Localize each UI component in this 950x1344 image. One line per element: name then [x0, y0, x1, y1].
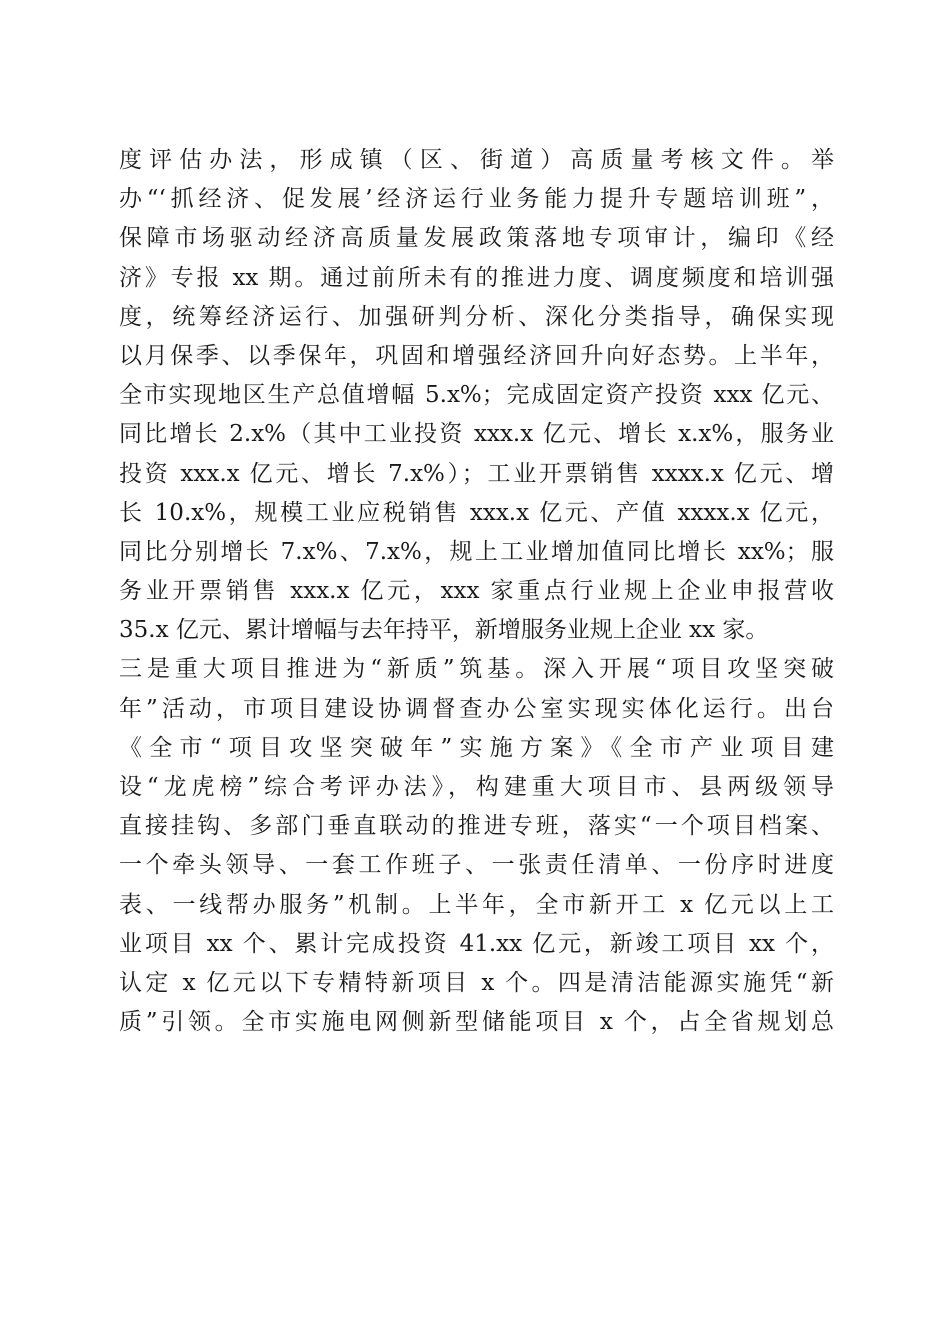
- text-line: 《全市“项目攻坚突破年”实施方案》《全市产业项目建: [119, 734, 834, 761]
- text-line: 度，统筹经济运行、加强研判分析、深化分类指导，确保实现: [119, 303, 834, 330]
- text-line: 务业开票销售 xxx.x 亿元，xxx 家重点行业规上企业申报营收: [119, 578, 834, 605]
- text-line: 认定 x 亿元以下专精特新项目 x 个。四是清洁能源实施凭“新: [119, 969, 834, 996]
- text-line: 表、一线帮办服务”机制。上半年，全市新开工 x 亿元以上工: [119, 891, 834, 918]
- text-line: 设“龙虎榜”综合考评办法》，构建重大项目市、县两级领导: [119, 774, 834, 800]
- body-text: [119, 141, 834, 1042]
- text-line: 三是重大项目推进为“新质”筑基。深入开展“项目攻坚突破: [119, 656, 834, 683]
- text-line: 35.x 亿元、累计增幅与去年持平，新增服务业规上企业 xx 家。: [119, 617, 769, 644]
- text-line: 长 10.x%，规模工业应税销售 xxx.x 亿元、产值 xxxx.x 亿元，: [119, 499, 834, 526]
- text-line: 济》专报 xx 期。通过前所未有的推进力度、调度频度和培训强: [119, 264, 834, 291]
- text-line: 以月保季、以季保年，巩固和增强经济回升向好态势。上半年，: [119, 342, 834, 369]
- text-line: 同比增长 2.x%（其中工业投资 xxx.x 亿元、增长 x.x%，服务业: [119, 421, 834, 448]
- text-line: 同比分别增长 7.x%、7.x%，规上工业增加值同比增长 xx%；服: [119, 538, 834, 565]
- text-line: 直接挂钩、多部门垂直联动的推进专班，落实“一个项目档案、: [119, 813, 834, 840]
- text-line: 保障市场驱动经济高质量发展政策落地专项审计，编印《经: [119, 225, 834, 252]
- text-line: 办“‘抓经济、促发展’经济运行业务能力提升专题培训班”，: [119, 186, 834, 213]
- text-line: 业项目 xx 个、累计完成投资 41.xx 亿元，新竣工项目 xx 个，: [119, 930, 834, 957]
- text-line: 度评估办法，形成镇（区、街道）高质量考核文件。举: [119, 147, 834, 173]
- text-line: 质”引领。全市实施电网侧新型储能项目 x 个，占全省规划总: [119, 1009, 834, 1036]
- text-line: 年”活动，市项目建设协调督查办公室实现实体化运行。出台: [119, 695, 834, 722]
- text-line: 投资 xxx.x 亿元、增长 7.x%）；工业开票销售 xxxx.x 亿元、增: [119, 460, 834, 487]
- text-line: 一个牵头领导、一套工作班子、一张责任清单、一份序时进度: [119, 852, 834, 879]
- text-line: 全市实现地区生产总值增幅 5.x%；完成固定资产投资 xxx 亿元、: [119, 382, 834, 409]
